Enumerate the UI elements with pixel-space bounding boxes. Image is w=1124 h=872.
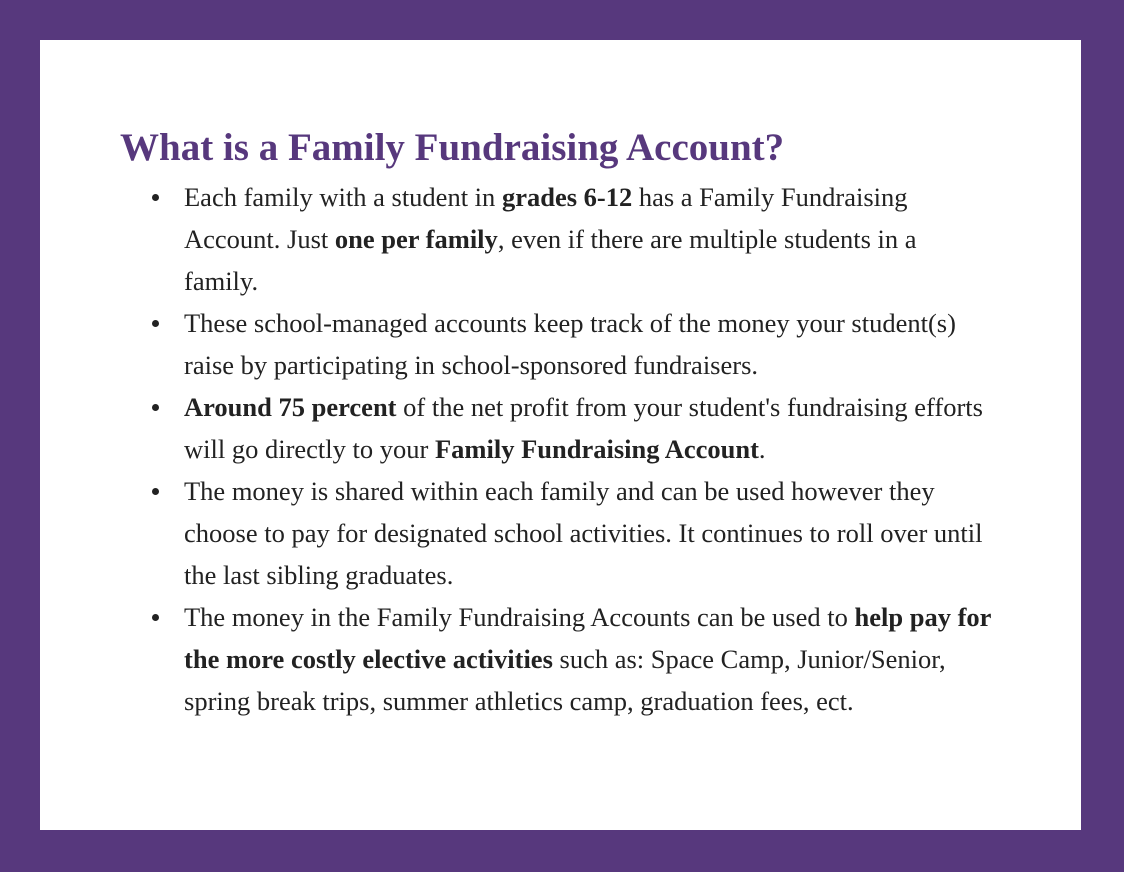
list-item-text	[184, 602, 991, 716]
bullet-dot-icon	[152, 488, 159, 495]
text-segment: .	[758, 434, 766, 464]
list-item-text	[184, 182, 917, 296]
text-segment: , even if there are multiple students in a family.	[184, 224, 917, 296]
emphasis-text: grades 6-12	[501, 182, 633, 212]
text-segment: has a Family Fundraising Account. Just	[184, 182, 908, 254]
list-item-text	[184, 308, 956, 380]
list-item	[184, 176, 991, 302]
bullet-dot-icon	[152, 404, 159, 411]
text-segment: Each family with a student in	[184, 182, 502, 212]
emphasis-text: help pay for the more costly elective activities	[184, 602, 991, 674]
list-item	[184, 386, 991, 470]
emphasis-text: one per family	[334, 224, 498, 254]
page-title: What is a Family Fundraising Account?	[120, 126, 785, 169]
text-segment: The money in the Family Fundraising Accounts can be used to	[184, 602, 855, 632]
list-item	[184, 302, 991, 386]
content-card	[40, 40, 1081, 830]
list-item-text	[184, 476, 983, 590]
list-item	[184, 596, 991, 722]
emphasis-text: Around 75 percent	[184, 392, 397, 422]
emphasis-text: Family Fundraising Account	[434, 434, 759, 464]
text-segment: The money is shared within each family and can be used however they choose to pay for designated school activities. It continues to roll over until the last sibling graduates.	[184, 476, 983, 590]
bullet-dot-icon	[152, 194, 159, 201]
list-item	[184, 470, 991, 596]
list-item-text	[184, 392, 983, 464]
bullet-dot-icon	[152, 614, 159, 621]
text-segment: of the net profit from your student's fundraising efforts will go directly to your	[184, 392, 983, 464]
text-segment: These school-managed accounts keep track of the money your student(s) raise by participating in school-sponsored fundraisers.	[184, 308, 956, 380]
text-segment: such as: Space Camp, Junior/Senior, spring break trips, summer athletics camp, graduation fees, ect.	[184, 644, 946, 716]
info-bullet-list	[120, 176, 991, 722]
bullet-dot-icon	[152, 320, 159, 327]
